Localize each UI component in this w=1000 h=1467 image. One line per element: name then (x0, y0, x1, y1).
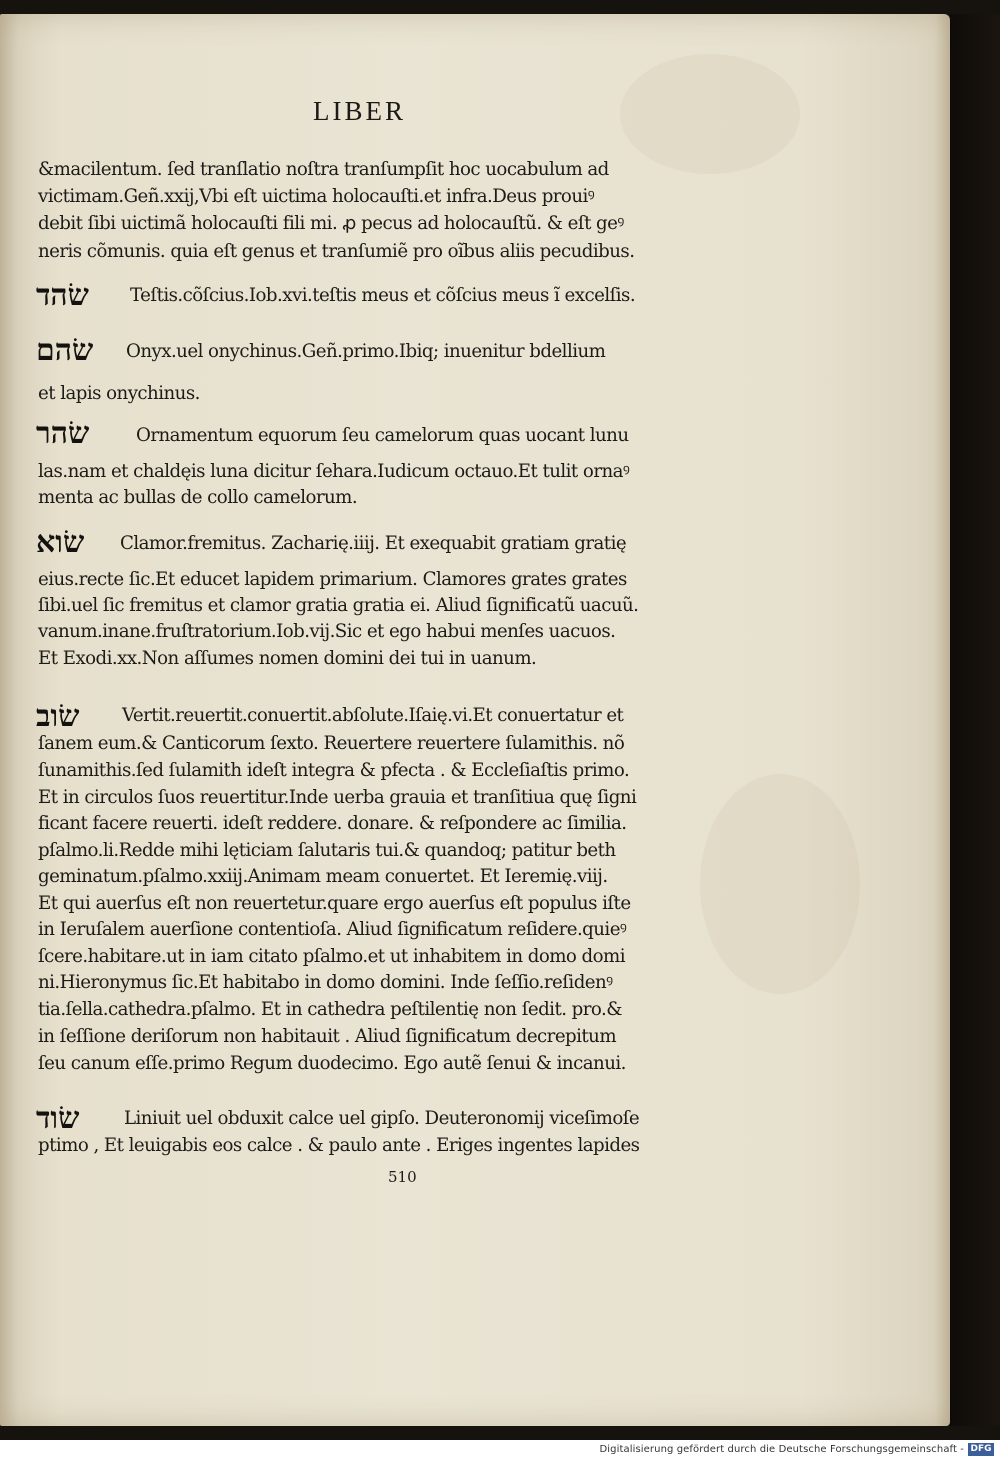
text-line: &macilentum. ſed tranſlatio noſtra tranſumpſit hoc uocabulum ad (38, 159, 609, 180)
text-line: pſalmo.li.Redde mihi lęticiam ſalutaris tui.& quandoq; patitur beth (38, 840, 616, 861)
text-line: tia.ſella.cathedra.pſalmo. Et in cathedra peſtilentię non ſedit. pro.& (38, 999, 622, 1020)
text-line: Clamor.fremitus. Zacharię.iiij. Et exequabit gratiam gratię (120, 533, 627, 554)
page-header: LIBER (313, 96, 406, 126)
dfg-logo: DFG (968, 1443, 994, 1456)
text-line: Et qui auerſus eſt non reuertetur.quare ergo auerſus eſt populus iſte (38, 893, 631, 914)
text-line: et lapis onychinus. (38, 383, 200, 404)
text-line: ſanem eum.& Canticorum ſexto. Reuertere reuertere ſulamithis. nõ (38, 733, 625, 754)
hebrew-headword: שׂהם (36, 333, 94, 368)
text-line: geminatum.pſalmo.xxiij.Animam meam conuertet. Et Ieremię.viij. (38, 866, 608, 887)
text-line: menta ac bullas de collo camelorum. (38, 487, 358, 508)
hebrew-headword: שׂוב (36, 699, 80, 734)
text-line: eius.recte ſic.Et educet lapidem primarium. Clamores grates grates (38, 569, 627, 590)
text-line: Et in circulos ſuos reuertitur.Inde uerba grauia et tranſitiua quę ſigni (38, 787, 637, 808)
text-line: Ornamentum equorum ſeu camelorum quas uocant lunu (136, 425, 629, 446)
text-line: ptimo , Et leuigabis eos calce . & paulo ante . Eriges ingentes lapides (38, 1135, 640, 1156)
text-line: ſunamithis.ſed ſulamith ideſt integra & pfecta . & Eccleſiaſtis primo. (38, 760, 630, 781)
text-line: debit ſibi uictimã holocauſti fili mi. ꝓ pecus ad holocauſtũ. & eſt geꝰ (38, 213, 624, 234)
hebrew-headword: שׂוד (36, 1101, 80, 1136)
text-line: ſcere.habitare.ut in iam citato pſalmo.et ut inhabitem in domo domi (38, 946, 626, 967)
text-line: in Ieruſalem auerſione contentioſa. Aliud ſignificatum reſidere.quieꝰ (38, 919, 627, 940)
page-number: 510 (388, 1168, 417, 1186)
text-line: Teſtis.cõſcius.Iob.xvi.teſtis meus et cõſcius meus ĩ excelſis. (130, 285, 636, 306)
text-line: ſeu canum eſſe.primo Regum duodecimo. Ego autẽ ſenui & incanui. (38, 1053, 626, 1074)
text-line: victimam.Geñ.xxij,Vbi eſt uictima holocauſti.et infra.Deus prouiꝰ (38, 186, 595, 207)
text-line: vanum.inane.fruſtratorium.Iob.vij.Sic et ego habui menſes uacuos. (38, 621, 616, 642)
paper-stain (620, 54, 800, 174)
text-line: ficant facere reuerti. ideſt reddere. donare. & reſpondere ac ſimilia. (38, 813, 627, 834)
footer-credit: Digitalisierung gefördert durch die Deutsche Forschungsgemeinschaft - (599, 1444, 964, 1455)
text-line: Et Exodi.xx.Non aſſumes nomen domini dei tui in uanum. (38, 648, 537, 669)
hebrew-headword: שׂהד (36, 278, 89, 313)
text-line: neris cõmunis. quia eſt genus et tranſumiẽ pro oĩbus aliis pecudibus. (38, 241, 635, 262)
hebrew-headword: שׂוא (36, 525, 85, 560)
text-line: Onyx.uel onychinus.Geñ.primo.Ibiq; inuenitur bdellium (126, 341, 606, 362)
scan-edge (950, 14, 1000, 1426)
text-line: ni.Hieronymus ſic.Et habitabo in domo domini. Inde ſeſſio.reſidenꝰ (38, 972, 613, 993)
hebrew-headword: שׂהר (36, 416, 90, 451)
text-line: ſibi.uel ſic fremitus et clamor gratia gratia ei. Aliud ſignificatũ uacuũ. (38, 595, 639, 616)
text-line: in ſeſſione deriſorum non habitauit . Aliud ſignificatum decrepitum (38, 1026, 617, 1047)
text-line: Vertit.reuertit.conuertit.abſolute.Iſaię.vi.Et conuertatur et (122, 705, 624, 726)
text-line: Liniuit uel obduxit calce uel gipſo. Deuteronomij viceſimoſe (124, 1108, 640, 1129)
text-line: las.nam et chaldęis luna dicitur ſehara.Iudicum octauo.Et tulit ornaꝰ (38, 461, 630, 482)
paper-stain (700, 774, 860, 994)
